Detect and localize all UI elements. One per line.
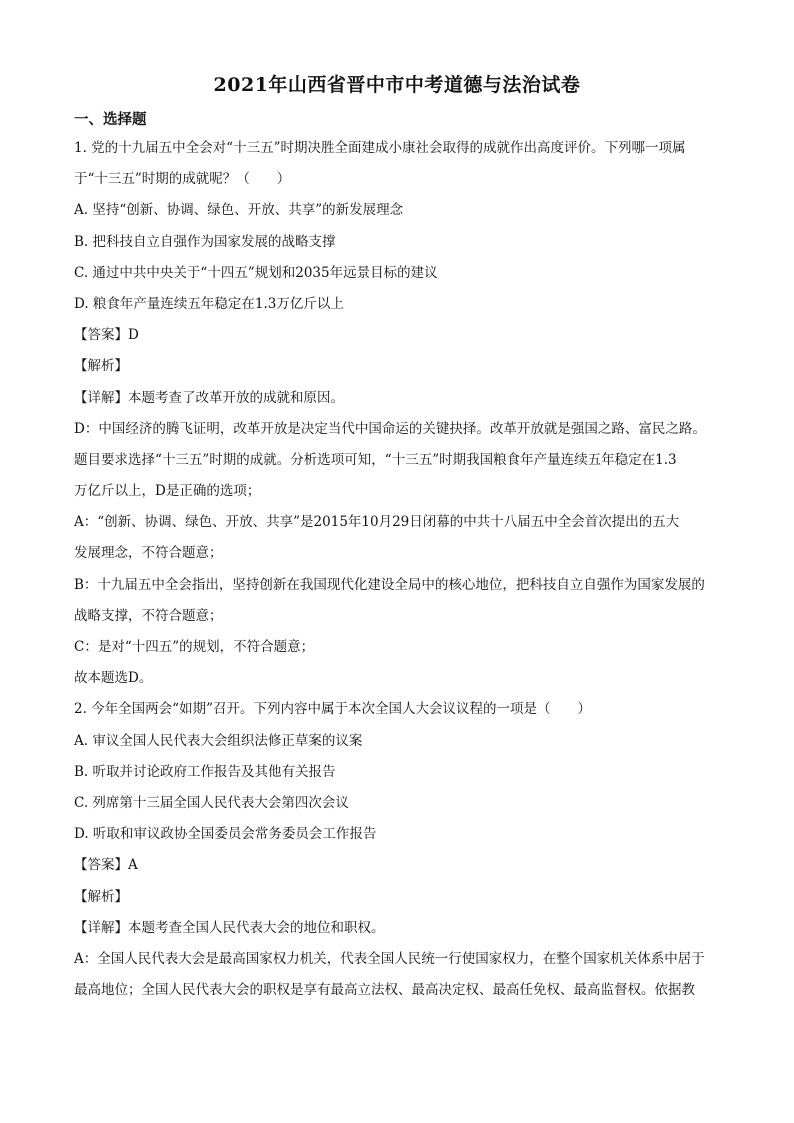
answer-line: 【答案】A (74, 857, 138, 874)
option-line: B. 听取并讨论政府工作报告及其他有关报告 (74, 763, 336, 780)
option-line: D. 听取和审议政协全国委员会常务委员会工作报告 (74, 826, 377, 843)
analysis-label: 【解析】 (74, 888, 128, 905)
text-line: C：是对“十四五”的规划，不符合题意； (74, 639, 315, 655)
option-line: C. 列席第十三届全国人民代表大会第四次会议 (74, 794, 349, 811)
text-line: A：全国人民代表大会是最高国家权力机关，代表全国人民统一行使国家权力，在整个国家机关体系中居于 (74, 950, 705, 967)
detail-line: 【详解】本题考查了改革开放的成就和原因。 (74, 389, 344, 406)
text-line: B：十九届五中全会指出，坚持创新在我国现代化建设全局中的核心地位，把科技自立自强作为国家发展的 (74, 576, 705, 593)
text-line: A：“创新、协调、绿色、开放、共享”是2015年10月29日闭幕的中共十八届五中全会首次提出的五大 (74, 514, 680, 531)
text-line: 故本题选D。 (74, 670, 153, 687)
text-line: 万亿斤以上，D是正确的选项； (74, 483, 261, 500)
text-line: 最高地位；全国人民代表大会的职权是享有最高立法权、最高决定权、最高任免权、最高监督权。依据教 (74, 982, 695, 999)
option-line: C. 通过中共中央关于“十四五”规划和2035年远景目标的建议 (74, 264, 438, 281)
analysis-label: 【解析】 (74, 358, 128, 375)
option-line: A. 审议全国人民代表大会组织法修正草案的议案 (74, 732, 363, 749)
detail-line: 【详解】本题考查全国人民代表大会的地位和职权。 (74, 919, 385, 936)
text-line: 发展理念，不符合题意； (74, 545, 223, 562)
answer-line: 【答案】D (74, 327, 139, 344)
option-line: D. 粮食年产量连续五年稳定在1.3万亿斤以上 (74, 295, 344, 312)
text-line: 1. 党的十九届五中全会对“十三五”时期决胜全面建成小康社会取得的成就作出高度评价。下列哪一项属 (74, 140, 686, 156)
text-line: 题目要求选择“十三五”时期的成就。分析选项可知，“十三五”时期我国粮食年产量连续五年稳定在1.3 (74, 451, 677, 468)
document-title: 2021年山西省晋中市中考道德与法治试卷 (213, 74, 581, 96)
text-line: 于“十三五”时期的成就呢？（ ） (74, 171, 291, 188)
option-line: A. 坚持“创新、协调、绿色、开放、共享”的新发展理念 (74, 202, 404, 219)
text-line: D：中国经济的腾飞证明，改革开放是决定当代中国命运的关键抉择。改革开放就是强国之路、富民之路。 (74, 420, 706, 437)
text-line: 2. 今年全国两会“如期”召开。下列内容中属于本次全国人大会议议程的一项是（ ） (74, 701, 591, 718)
section-heading: 一、选择题 (74, 111, 147, 128)
text-line: 战略支撑，不符合题意； (74, 607, 223, 624)
document-body (74, 138, 726, 1011)
option-line: B. 把科技自立自强作为国家发展的战略支撑 (74, 233, 336, 250)
